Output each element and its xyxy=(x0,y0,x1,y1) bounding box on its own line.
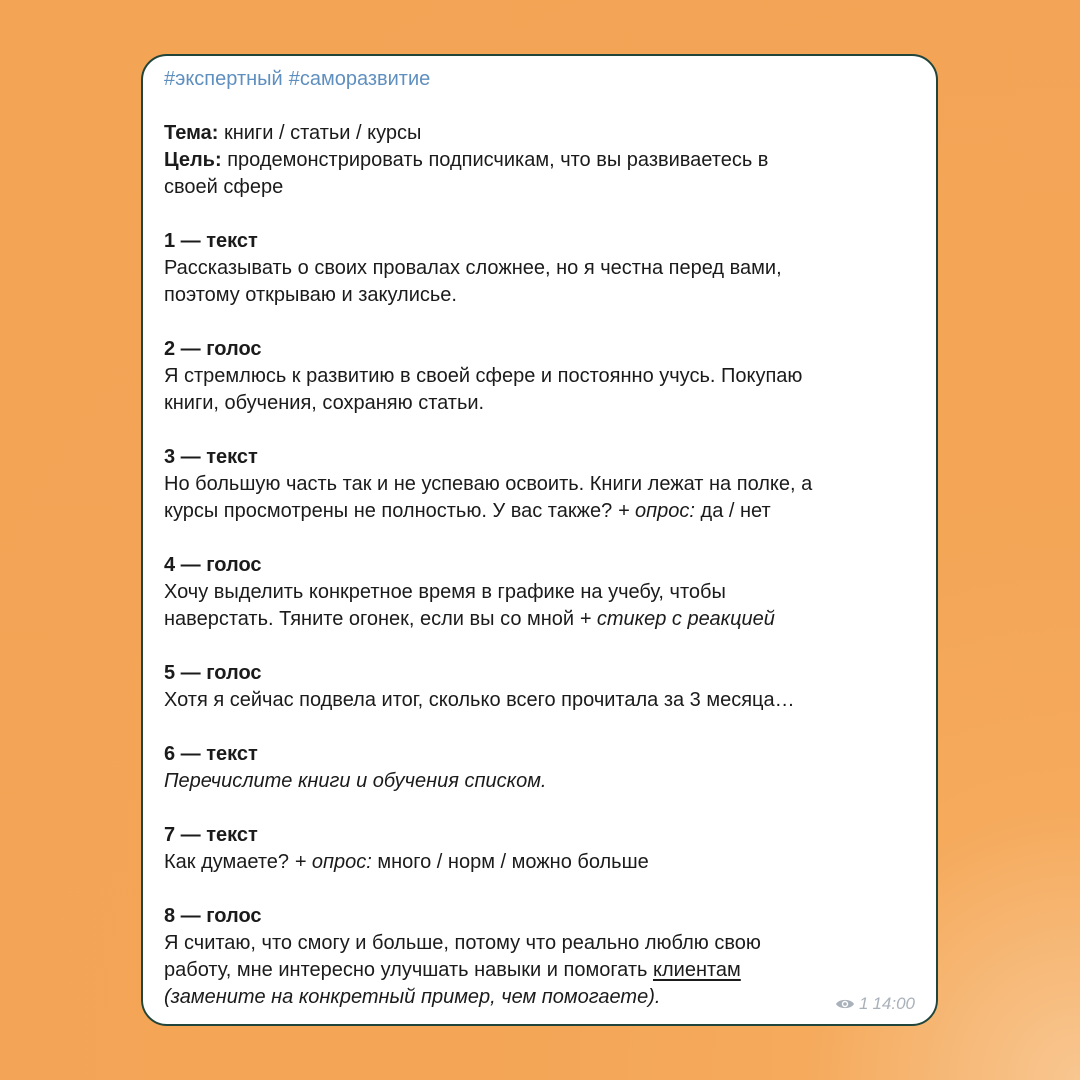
step-6: 6 — текст Перечислите книги и обучения списком. xyxy=(164,743,547,792)
eye-icon xyxy=(835,997,855,1011)
message-time: 14:00 xyxy=(872,994,915,1013)
hashtag-link[interactable]: #саморазвитие xyxy=(288,68,431,90)
message-card xyxy=(141,54,938,1026)
step-1: 1 — текст Рассказывать о своих провалах сложнее, но я честна перед вами, поэтому открываю и закулисье. xyxy=(164,230,782,306)
step-5: 5 — голос Хотя я сейчас подвела итог, сколько всего прочитала за 3 месяца… xyxy=(164,662,795,711)
underlined-word: клиентам xyxy=(653,959,741,981)
step-title: 3 — текст xyxy=(164,446,258,468)
step-title: 6 — текст xyxy=(164,743,258,765)
step-title: 5 — голос xyxy=(164,662,262,684)
view-count: 1 xyxy=(858,994,869,1013)
theme-line: Тема: книги / статьи / курсы xyxy=(164,122,422,144)
step-title: 8 — голос xyxy=(164,905,262,927)
message-meta xyxy=(835,994,915,1014)
step-7: 7 — текст Как думаете? + опрос: много / норм / можно больше xyxy=(164,824,649,873)
hashtag-link[interactable]: #экспертный xyxy=(164,68,283,90)
step-title: 4 — голос xyxy=(164,554,262,576)
hashtags xyxy=(164,66,916,93)
step-title: 1 — текст xyxy=(164,230,258,252)
step-2: 2 — голос Я стремлюсь к развитию в своей сфере и постоянно учусь. Покупаю книги, обучения, сохраняю статьи. xyxy=(164,338,803,414)
step-4: 4 — голос Хочу выделить конкретное время в графике на учебу, чтобы наверстать. Тяните огонек, если вы со мной + стикер с реакцией xyxy=(164,554,775,630)
step-8: 8 — голос Я считаю, что смогу и больше, потому что реально люблю свою работу, мне интересно улучшать навыки и помогать клиентам (замените на конкретный пример, чем помогаете). xyxy=(164,905,761,1008)
goal-line-2: своей сфере xyxy=(164,176,284,198)
goal-line: Цель: продемонстрировать подписчикам, что вы развиваетесь в xyxy=(164,149,769,171)
step-title: 2 — голос xyxy=(164,338,262,360)
step-3: 3 — текст Но большую часть так и не успеваю освоить. Книги лежат на полке, а курсы просмотрены не полностью. У вас также? + опрос: да / нет xyxy=(164,446,813,522)
step-title: 7 — текст xyxy=(164,824,258,846)
